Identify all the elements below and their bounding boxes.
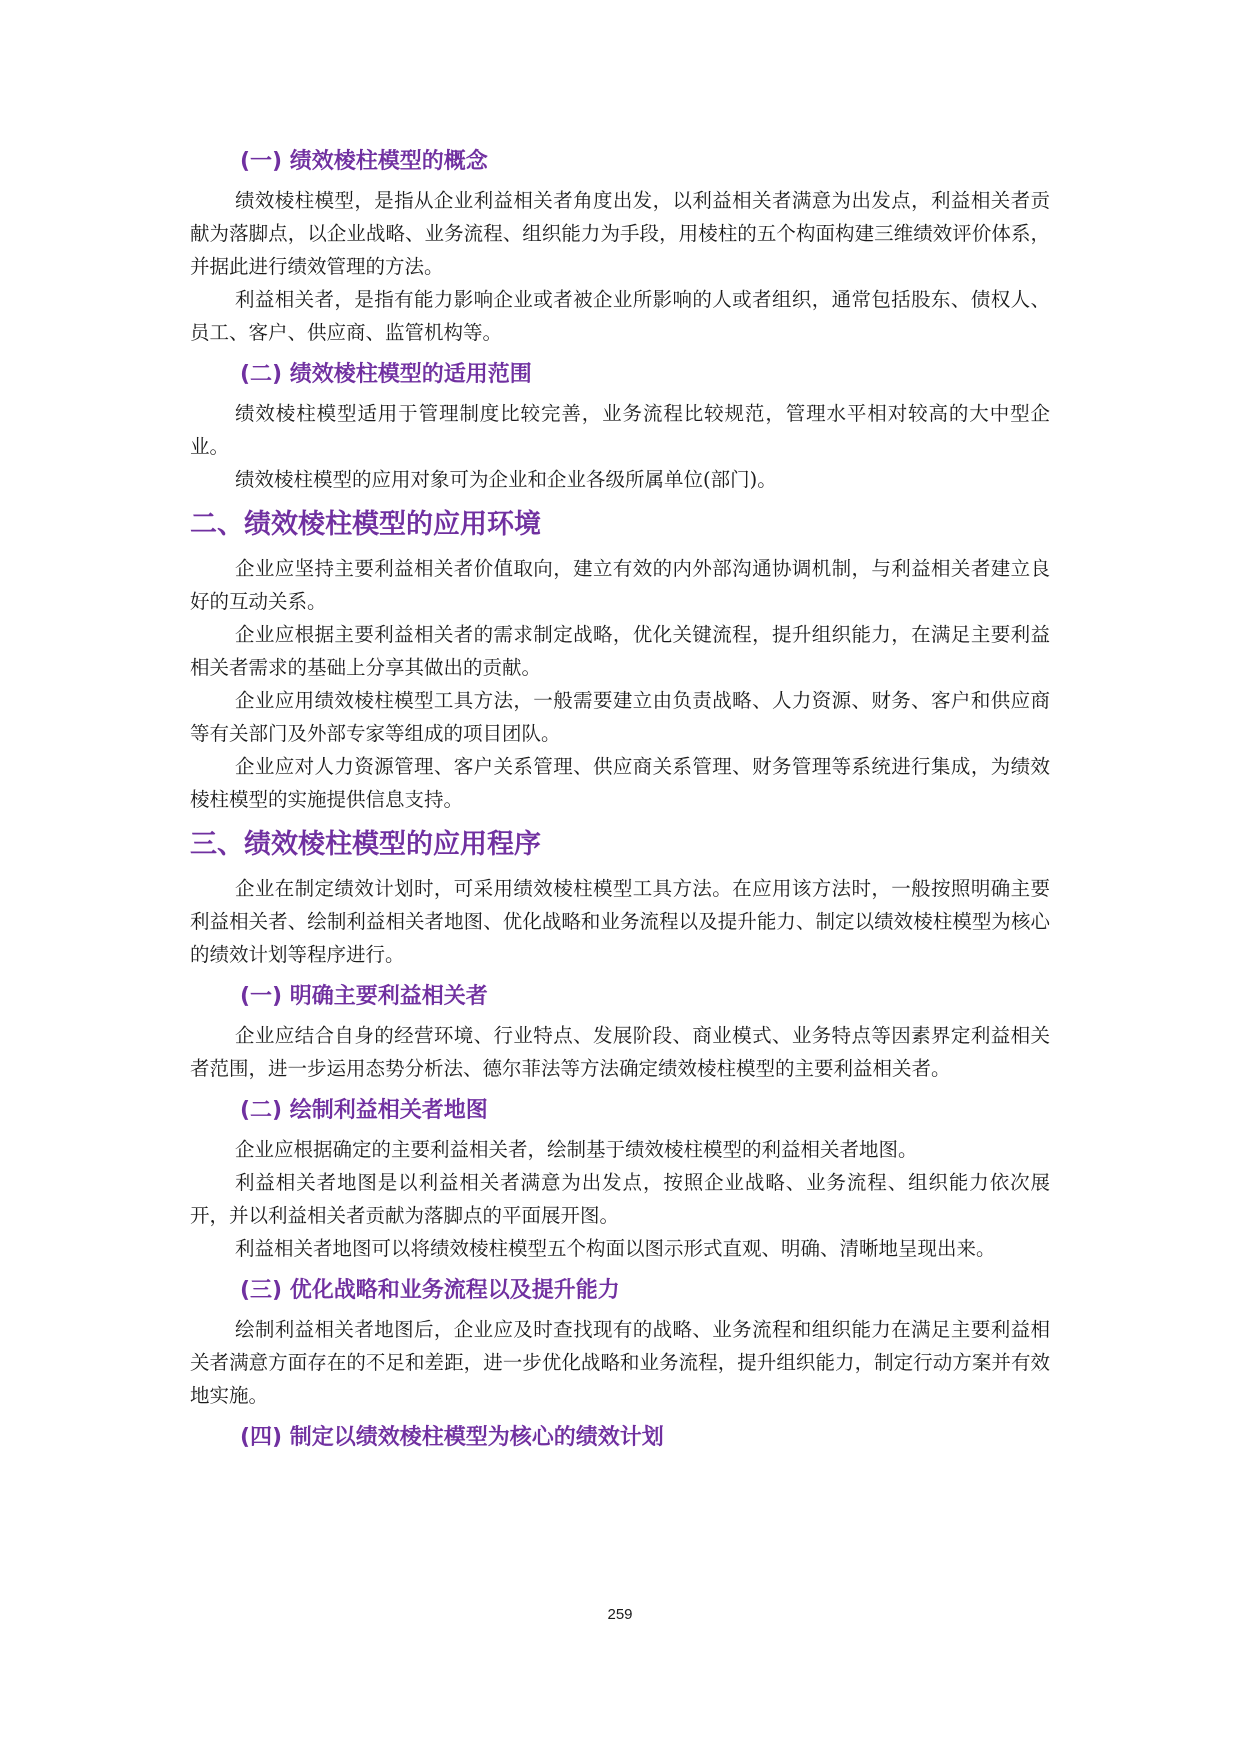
- section-1-1-heading: (一) 绩效棱柱模型的概念: [240, 149, 488, 174]
- paragraph: 利益相关者，是指有能力影响企业或者被企业所影响的人或者组织，通常包括股东、债权人、员工、客户、供应商、监管机构等。: [190, 288, 1050, 344]
- paragraph: 企业应根据主要利益相关者的需求制定战略，优化关键流程，提升组织能力，在满足主要利益相关者需求的基础上分享其做出的贡献。: [190, 623, 1050, 679]
- section-3-4-heading: (四) 制定以绩效棱柱模型为核心的绩效计划: [240, 1425, 664, 1450]
- paragraph: 企业应根据确定的主要利益相关者，绘制基于绩效棱柱模型的利益相关者地图。: [235, 1138, 918, 1161]
- section-3-1-heading: (一) 明确主要利益相关者: [240, 984, 488, 1009]
- page-content: [190, 146, 1050, 1460]
- paragraph: 利益相关者地图可以将绩效棱柱模型五个构面以图示形式直观、明确、清晰地呈现出来。: [235, 1237, 996, 1260]
- paragraph: 绘制利益相关者地图后，企业应及时查找现有的战略、业务流程和组织能力在满足主要利益相关者满意方面存在的不足和差距，进一步优化战略和业务流程，提升组织能力，制定行动方案并有效地实施。: [190, 1318, 1050, 1407]
- paragraph: 利益相关者地图是以利益相关者满意为出发点，按照企业战略、业务流程、组织能力依次展开，并以利益相关者贡献为落脚点的平面展开图。: [190, 1171, 1050, 1227]
- section-3-3-heading: (三) 优化战略和业务流程以及提升能力: [240, 1278, 620, 1303]
- paragraph: 企业应结合自身的经营环境、行业特点、发展阶段、商业模式、业务特点等因素界定利益相关者范围，进一步运用态势分析法、德尔菲法等方法确定绩效棱柱模型的主要利益相关者。: [190, 1024, 1050, 1080]
- paragraph: 企业应用绩效棱柱模型工具方法，一般需要建立由负责战略、人力资源、财务、客户和供应商等有关部门及外部专家等组成的项目团队。: [190, 689, 1050, 745]
- paragraph: 绩效棱柱模型的应用对象可为企业和企业各级所属单位(部门)。: [235, 468, 777, 491]
- paragraph: 企业在制定绩效计划时，可采用绩效棱柱模型工具方法。在应用该方法时，一般按照明确主要利益相关者、绘制利益相关者地图、优化战略和业务流程以及提升能力、制定以绩效棱柱模型为核心的绩效计划等程序进行。: [190, 877, 1050, 966]
- section-2-heading: 二、绩效棱柱模型的应用环境: [190, 509, 541, 540]
- page-number: 259: [607, 1606, 633, 1623]
- paragraph: 绩效棱柱模型适用于管理制度比较完善，业务流程比较规范，管理水平相对较高的大中型企业。: [190, 402, 1050, 458]
- section-1-2-heading: (二) 绩效棱柱模型的适用范围: [240, 362, 532, 387]
- paragraph: 绩效棱柱模型，是指从企业利益相关者角度出发，以利益相关者满意为出发点，利益相关者贡献为落脚点，以企业战略、业务流程、组织能力为手段，用棱柱的五个构面构建三维绩效评价体系，并据此进行绩效管理的方法。: [190, 189, 1050, 278]
- section-3-heading: 三、绩效棱柱模型的应用程序: [190, 829, 541, 860]
- paragraph: 企业应对人力资源管理、客户关系管理、供应商关系管理、财务管理等系统进行集成，为绩效棱柱模型的实施提供信息支持。: [190, 755, 1050, 811]
- paragraph: 企业应坚持主要利益相关者价值取向，建立有效的内外部沟通协调机制，与利益相关者建立良好的互动关系。: [190, 557, 1050, 613]
- section-3-2-heading: (二) 绘制利益相关者地图: [240, 1098, 488, 1123]
